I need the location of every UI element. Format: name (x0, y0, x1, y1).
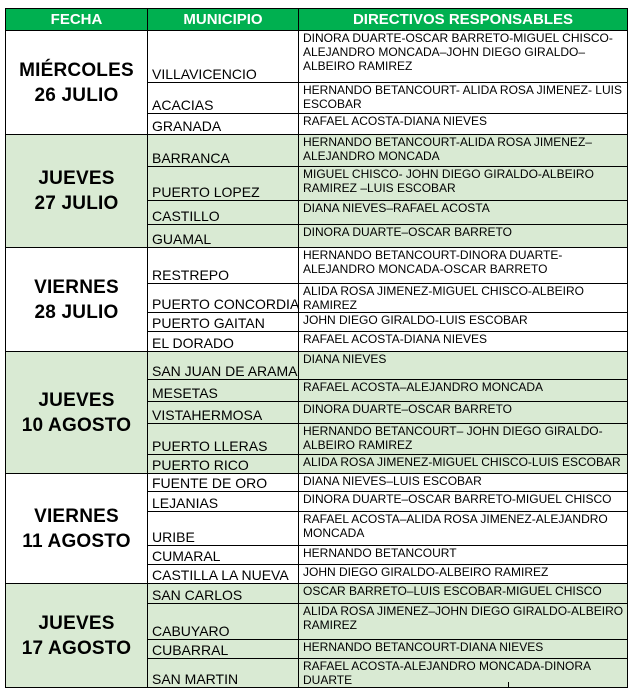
header-directivos: DIRECTIVOS RESPONSABLES (299, 9, 628, 31)
municipio-cell: CASTILLA LA NUEVA (148, 565, 299, 584)
municipio-cell: CUBARRAL (148, 640, 299, 659)
directivos-cell: RAFAEL ACOSTA-DIANA NIEVES (299, 332, 628, 352)
municipio-cell: CUMARAL (148, 546, 299, 565)
municipio-cell: FUENTE DE ORO (148, 474, 299, 492)
municipio-cell: RESTREPO (148, 248, 299, 284)
table-row (6, 248, 628, 284)
municipio-cell: VISTAHERMOSA (148, 402, 299, 424)
directivos-cell: JOHN DIEGO GIRALDO-LUIS ESCOBAR (299, 313, 628, 332)
date-weekday: JUEVES (38, 612, 115, 634)
municipio-cell: ACACIAS (148, 83, 299, 114)
directivos-cell: HERNANDO BETANCOURT (299, 546, 628, 565)
table-row (6, 135, 628, 167)
date-cell (6, 135, 148, 248)
municipio-cell: CABUYARO (148, 604, 299, 640)
directivos-cell: HERNANDO BETANCOURT-ALIDA ROSA JIMENEZ–ALEJANDRO MONCADA (299, 135, 628, 167)
header-row (6, 9, 628, 31)
date-day: 11 AGOSTO (22, 530, 131, 552)
date-day: 10 AGOSTO (21, 414, 132, 436)
table-row (6, 474, 628, 492)
header-municipio: MUNICIPIO (148, 9, 299, 31)
municipio-cell: SAN CARLOS (148, 584, 299, 604)
directivos-cell: RAFAEL ACOSTA-ALEJANDRO MONCADA-DINORA DUARTE (299, 659, 628, 688)
municipio-cell: VILLAVICENCIO (148, 31, 299, 83)
header-fecha: FECHA (6, 9, 148, 31)
date-cell (6, 31, 148, 135)
municipio-cell: PUERTO RICO (148, 455, 299, 474)
directivos-cell: HERNANDO BETANCOURT– JOHN DIEGO GIRALDO-ALBEIRO RAMIREZ (299, 424, 628, 455)
directivos-cell: ALIDA ROSA JIMENEZ-MIGUEL CHISCO-LUIS ESCOBAR (299, 455, 628, 474)
municipio-cell: PUERTO LOPEZ (148, 167, 299, 201)
directivos-cell: RAFAEL ACOSTA–ALIDA ROSA JIMENEZ-ALEJANDRO MONCADA (299, 512, 628, 546)
municipio-cell: LEJANIAS (148, 492, 299, 512)
directivos-cell: JOHN DIEGO GIRALDO-ALBEIRO RAMIREZ (299, 565, 628, 584)
municipio-cell: GUAMAL (148, 225, 299, 248)
municipio-cell: BARRANCA (148, 135, 299, 167)
date-cell (6, 248, 148, 352)
directivos-cell: DIANA NIEVES–LUIS ESCOBAR (299, 474, 628, 492)
directivos-cell: RAFAEL ACOSTA-DIANA NIEVES (299, 114, 628, 135)
date-weekday: MIÉRCOLES (19, 59, 134, 81)
directivos-cell: OSCAR BARRETO–LUIS ESCOBAR-MIGUEL CHISCO (299, 584, 628, 604)
municipio-cell: SAN JUAN DE ARAMA (148, 352, 299, 380)
municipio-cell: SAN MARTIN (148, 659, 299, 688)
directivos-cell: DINORA DUARTE–OSCAR BARRETO-MIGUEL CHISCO (299, 492, 628, 512)
directivos-cell: MIGUEL CHISCO- JOHN DIEGO GIRALDO-ALBEIRO RAMIREZ –LUIS ESCOBAR (299, 167, 628, 201)
schedule-table (5, 8, 628, 688)
table-row (6, 352, 628, 380)
page-mark (508, 682, 509, 688)
date-cell (6, 584, 148, 688)
municipio-cell: PUERTO GAITAN (148, 313, 299, 332)
date-cell (6, 352, 148, 474)
directivos-cell: ALIDA ROSA JIMENEZ–JOHN DIEGO GIRALDO-ALBEIRO RAMIREZ (299, 604, 628, 640)
directivos-cell: HERNANDO BETANCOURT-DINORA DUARTE- ALEJANDRO MONCADA-OSCAR BARRETO (299, 248, 628, 284)
municipio-cell: URIBE (148, 512, 299, 546)
municipio-cell: PUERTO LLERAS (148, 424, 299, 455)
directivos-cell: DIANA NIEVES (299, 352, 628, 380)
date-weekday: JUEVES (38, 389, 115, 411)
municipio-cell: EL DORADO (148, 332, 299, 352)
directivos-cell: DIANA NIEVES–RAFAEL ACOSTA (299, 201, 628, 225)
directivos-cell: DINORA DUARTE–OSCAR BARRETO (299, 225, 628, 248)
table-row (6, 31, 628, 83)
date-day: 17 AGOSTO (21, 637, 132, 659)
date-weekday: VIERNES (34, 505, 119, 527)
date-cell (6, 474, 148, 584)
date-day: 26 JULIO (34, 84, 119, 106)
municipio-cell: GRANADA (148, 114, 299, 135)
directivos-cell: DINORA DUARTE–OSCAR BARRETO (299, 402, 628, 424)
municipio-cell: PUERTO CONCORDIA (148, 284, 299, 313)
directivos-cell: HERNANDO BETANCOURT- ALIDA ROSA JIMENEZ- LUIS ESCOBAR (299, 83, 628, 114)
directivos-cell: ALIDA ROSA JIMENEZ-MIGUEL CHISCO-ALBEIRO RAMIREZ (299, 284, 628, 313)
date-weekday: VIERNES (34, 276, 119, 298)
table-row (6, 584, 628, 604)
directivos-cell: DINORA DUARTE-OSCAR BARRETO-MIGUEL CHISCO-ALEJANDRO MONCADA–JOHN DIEGO GIRALDO–ALBEIRO RAMIREZ (299, 31, 628, 83)
date-weekday: JUEVES (38, 168, 115, 189)
date-day: 28 JULIO (34, 301, 119, 323)
directivos-cell: RAFAEL ACOSTA–ALEJANDRO MONCADA (299, 380, 628, 402)
date-day: 27 JULIO (34, 193, 119, 214)
municipio-cell: CASTILLO (148, 201, 299, 225)
municipio-cell: MESETAS (148, 380, 299, 402)
directivos-cell: HERNANDO BETANCOURT-DIANA NIEVES (299, 640, 628, 659)
